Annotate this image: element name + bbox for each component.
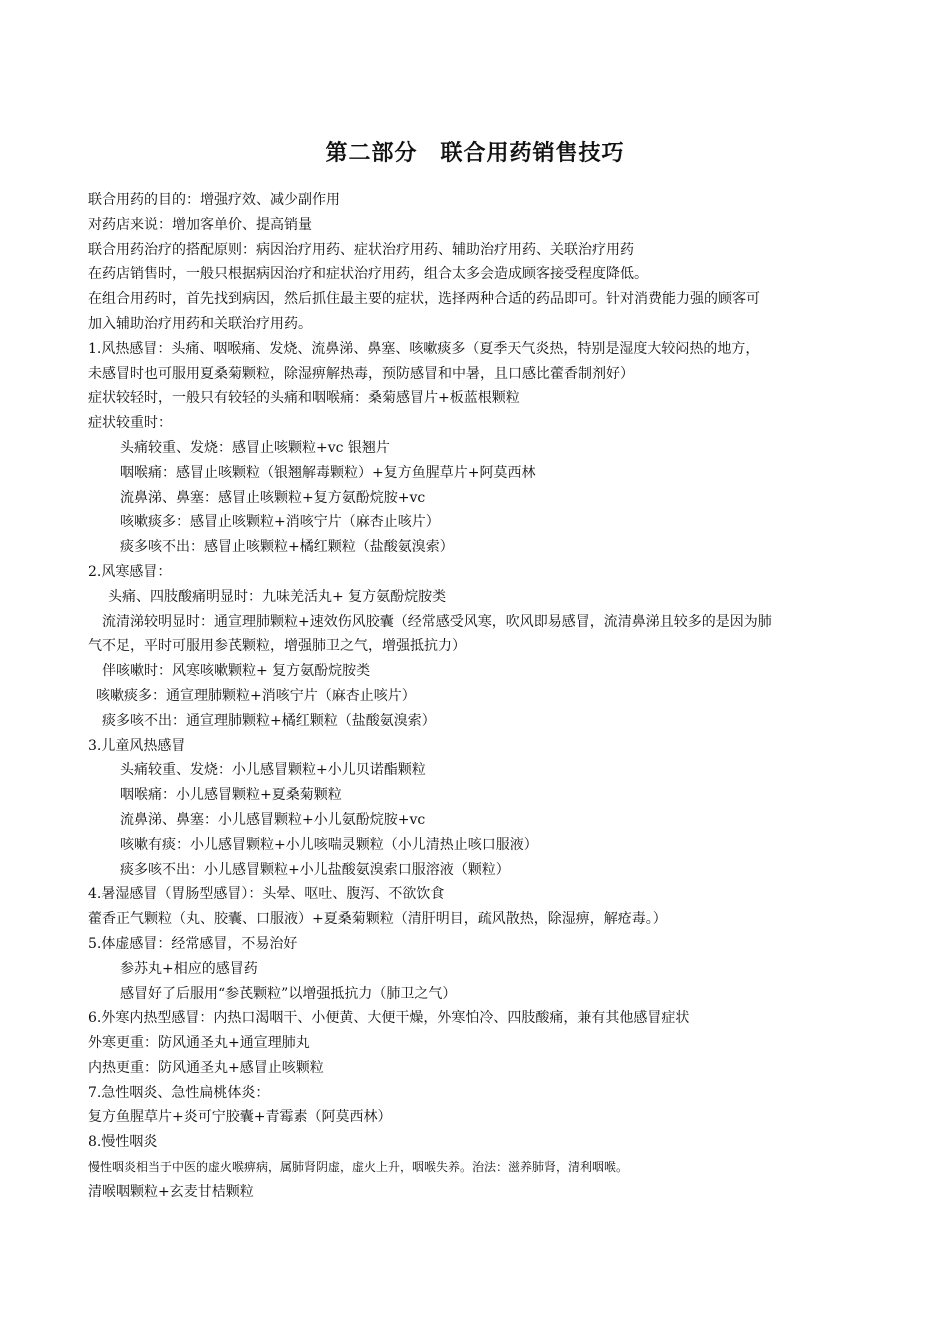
text-line: 咳嗽痰多：感冒止咳颗粒+消咳宁片（麻杏止咳片）: [120, 514, 440, 531]
text-line: 痰多咳不出：小儿感冒颗粒+小儿盐酸氨溴索口服溶液（颗粒）: [120, 861, 510, 878]
text-line: 伴咳嗽时：风寒咳嗽颗粒+ 复方氨酚烷胺类: [102, 663, 371, 680]
text-line: 外寒更重：防风通圣丸+通宣理肺丸: [88, 1035, 310, 1052]
section-heading: 7.急性咽炎、急性扁桃体炎：: [88, 1084, 270, 1101]
text-line: 流鼻涕、鼻塞：感冒止咳颗粒+复方氨酚烷胺+vc: [120, 489, 426, 506]
section-heading: 5.体虚感冒：经常感冒，不易治好: [88, 935, 298, 952]
document-body: [88, 188, 878, 1205]
text-line: 复方鱼腥草片+炎可宁胶囊+青霉素（阿莫西林）: [88, 1109, 392, 1126]
text-line: 流鼻涕、鼻塞：小儿感冒颗粒+小儿氨酚烷胺+vc: [120, 811, 426, 828]
text-line: 联合用药的目的：增强疗效、减少副作用: [88, 192, 340, 208]
text-line: 症状较轻时，一般只有较轻的头痛和咽喉痛：桑菊感冒片+板蓝根颗粒: [88, 390, 520, 407]
section-heading: 4.暑湿感冒（胃肠型感冒）：头晕、呕吐、腹泻、不欲饮食: [88, 886, 445, 903]
text-line: 咳嗽有痰：小儿感冒颗粒+小儿咳喘灵颗粒（小儿清热止咳口服液）: [120, 836, 538, 853]
text-line: 流清涕较明显时：通宣理肺颗粒+速效伤风胶囊（经常感受风寒，吹风即易感冒，流清鼻涕且较多的是因为肺: [102, 613, 772, 630]
text-line: 感冒好了后服用“参芪颗粒”以增强抵抗力（肺卫之气）: [120, 985, 457, 1002]
page-title: 第二部分 联合用药销售技巧: [325, 140, 625, 166]
text-line: 在药店销售时，一般只根据病因治疗和症状治疗用药，组合太多会造成顾客接受程度降低。: [88, 266, 648, 283]
text-line: 内热更重：防风通圣丸+感冒止咳颗粒: [88, 1059, 324, 1076]
text-line: 参苏丸+相应的感冒药: [120, 960, 258, 977]
text-line: 头痛较重、发烧：感冒止咳颗粒+vc 银翘片: [120, 439, 390, 456]
text-line: 头痛、四肢酸痛明显时：九味羌活丸+ 复方氨酚烷胺类: [108, 588, 447, 605]
text-line: 联合用药治疗的搭配原则：病因治疗用药、症状治疗用药、辅助治疗用药、关联治疗用药: [88, 241, 634, 258]
text-line: 气不足，平时可服用参芪颗粒，增强肺卫之气，增强抵抗力）: [88, 638, 466, 655]
text-line: 咽喉痛：感冒止咳颗粒（银翘解毒颗粒）+复方鱼腥草片+阿莫西林: [120, 464, 536, 481]
section-heading: 2.风寒感冒：: [88, 563, 172, 580]
section-heading: 8.慢性咽炎: [88, 1134, 158, 1151]
section-heading: 1.风热感冒：头痛、咽喉痛、发烧、流鼻涕、鼻塞、咳嗽痰多（夏季天气炎热，特别是湿度大较闷热的地方，: [88, 340, 760, 357]
text-line: 咽喉痛：小儿感冒颗粒+夏桑菊颗粒: [120, 787, 342, 804]
text-line: 慢性咽炎相当于中医的虚火喉痹病，属肺肾阴虚，虚火上升，咽喉失养。治法：滋养肺肾，清利咽喉。: [88, 1160, 629, 1175]
text-line: 加入辅助治疗用药和关联治疗用药。: [88, 315, 312, 332]
text-line: 痰多咳不出：感冒止咳颗粒+橘红颗粒（盐酸氨溴索）: [120, 539, 454, 556]
text-line: 未感冒时也可服用夏桑菊颗粒，除湿痹解热毒，预防感冒和中暑，且口感比藿香制剂好）: [88, 365, 634, 382]
section-heading: 6.外寒内热型感冒：内热口渴咽干、小便黄、大便干燥，外寒怕冷、四肢酸痛，兼有其他感冒症状: [88, 1010, 690, 1027]
section-heading: 3.儿童风热感冒: [88, 737, 186, 754]
text-line: 痰多咳不出：通宣理肺颗粒+橘红颗粒（盐酸氨溴索）: [102, 712, 436, 729]
text-line: 咳嗽痰多：通宣理肺颗粒+消咳宁片（麻杏止咳片）: [96, 687, 416, 704]
text-line: 藿香正气颗粒（丸、胶囊、口服液）+夏桑菊颗粒（清肝明目，疏风散热，除湿痹，解疮毒。）: [88, 911, 667, 928]
text-line: 症状较重时：: [88, 415, 172, 432]
text-line: 头痛较重、发烧：小儿感冒颗粒+小儿贝诺酯颗粒: [120, 762, 426, 779]
text-line: 在组合用药时，首先找到病因，然后抓住最主要的症状，选择两种合适的药品即可。针对消费能力强的顾客可: [88, 291, 760, 308]
text-line: 清喉咽颗粒+玄麦甘桔颗粒: [88, 1183, 254, 1200]
text-line: 对药店来说：增加客单价、提高销量: [88, 216, 312, 233]
